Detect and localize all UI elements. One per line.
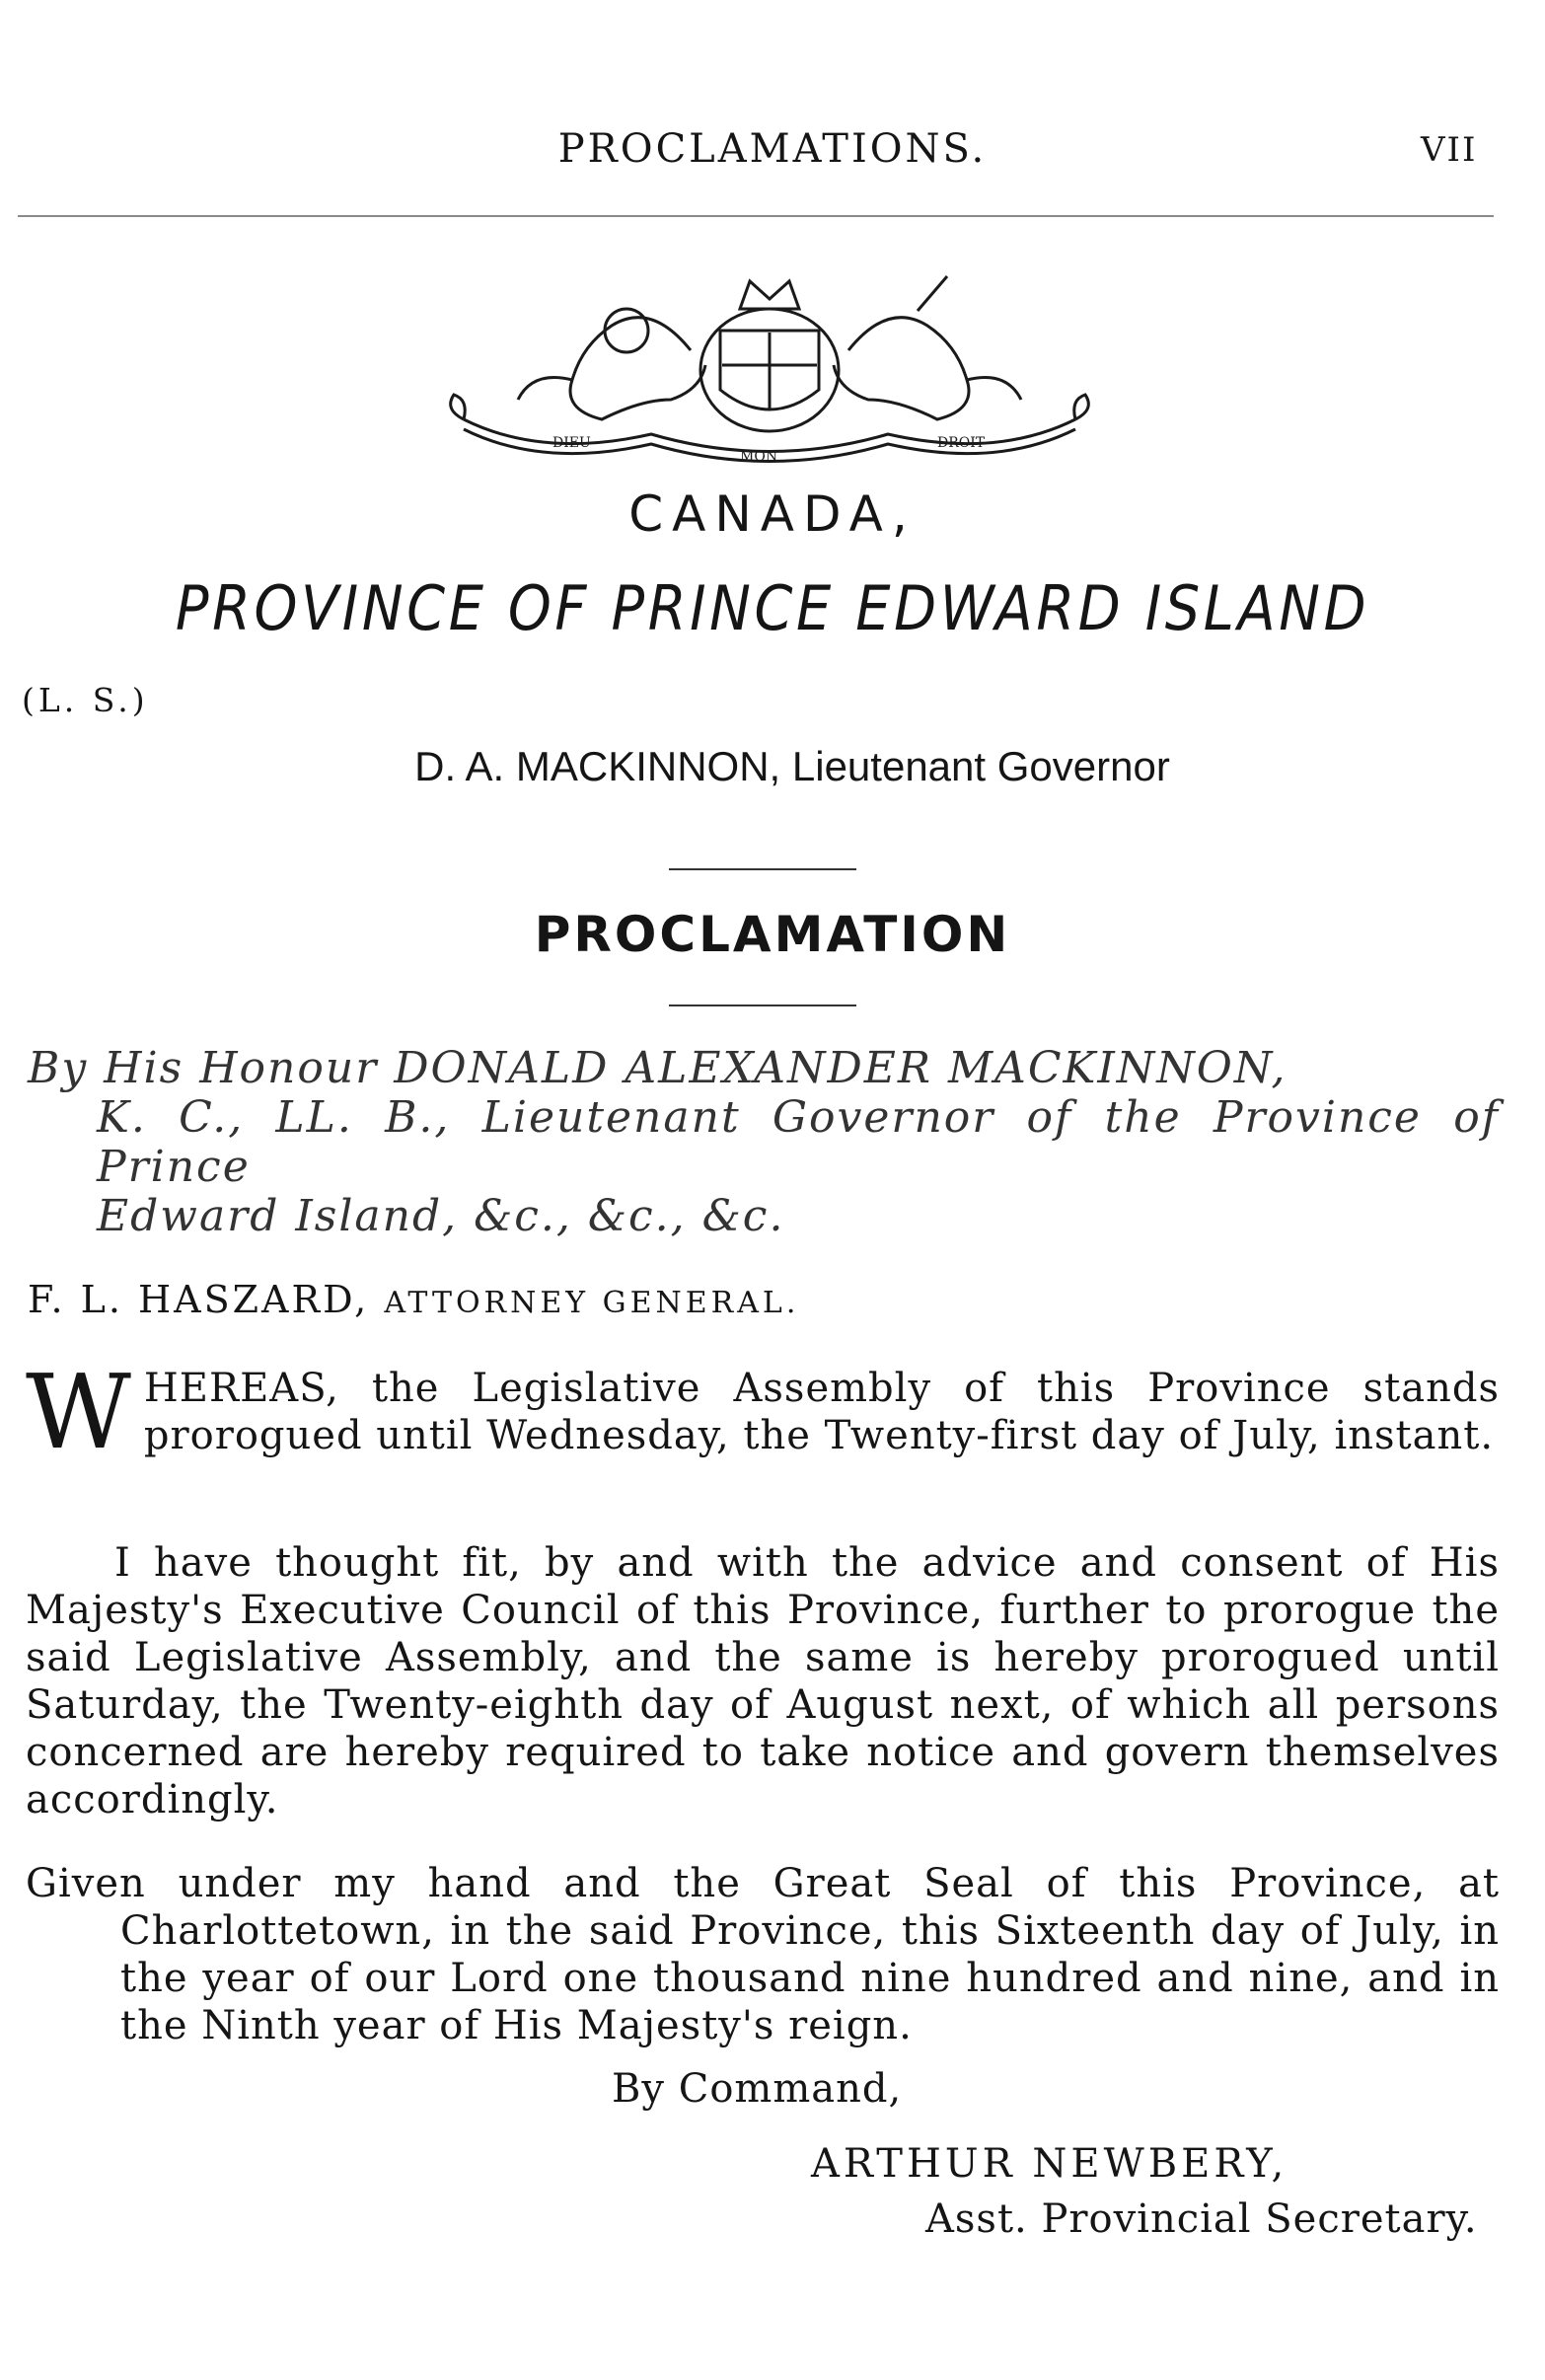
seal-mark: (L. S.) <box>22 681 149 719</box>
svg-text:DIEU: DIEU <box>552 435 591 451</box>
svg-text:MON: MON <box>740 449 778 464</box>
given-paragraph <box>26 1860 1500 2049</box>
running-head: PROCLAMATIONS. <box>557 126 988 172</box>
drop-cap: W <box>26 1352 132 1472</box>
title-rule-bottom <box>669 1004 856 1006</box>
attorney-general <box>28 1278 799 1321</box>
given-text: Given under my hand and the Great Seal of this Province, at Charlottetown, in the said Province, this Sixteenth day of July, in the year of our Lord one thousand nine hundred and nine, and in the Ninth year of His Majesty's reign. <box>26 1861 1500 2048</box>
title-rule-top <box>669 868 856 870</box>
signer-name: ARTHUR NEWBERY, <box>811 2141 1288 2187</box>
province-heading: PROVINCE OF PRINCE EDWARD ISLAND <box>175 572 1370 644</box>
preamble-line-3: Edward Island, &c., &c., &c. <box>97 1191 785 1241</box>
by-command: By Command, <box>612 2066 903 2112</box>
preamble-line-2: K. C., LL. B., Lieutenant Governor of the Province of Prince <box>97 1092 1500 1192</box>
prorogation-paragraph: I have thought fit, by and with the advice and consent of His Majesty's Executive Council of this Province, further to prorogue the said Legislative Assembly, and the same is hereby prorogued until Saturday, the Twenty-eighth day of August next, of which all persons concerned are hereby required to take notice and govern themselves accordingly. <box>26 1540 1500 1822</box>
country-heading: CANADA, <box>628 485 917 543</box>
preamble <box>28 1044 1500 1241</box>
header-rule <box>18 215 1494 217</box>
proclamation-title: PROCLAMATION <box>534 906 1011 963</box>
royal-coat-of-arms-icon <box>424 271 1115 464</box>
attorney-title: ATTORNEY GENERAL. <box>384 1286 800 1320</box>
page-number: VII <box>1421 130 1478 170</box>
signer-title: Asst. Provincial Secretary. <box>925 2196 1478 2242</box>
governor-line: D. A. MACKINNON, Lieutenant Governor <box>414 743 1170 789</box>
svg-text:DROIT: DROIT <box>937 435 986 451</box>
whereas-paragraph <box>26 1352 1500 1472</box>
whereas-text: HEREAS, the Legislative Assembly of this Province stands prorogued until Wednesday, the Twenty-first day of July, instant. <box>143 1366 1500 1458</box>
attorney-name: F. L. HASZARD, <box>28 1278 370 1321</box>
preamble-line-1: By His Honour DONALD ALEXANDER MACKINNON, <box>28 1043 1288 1093</box>
